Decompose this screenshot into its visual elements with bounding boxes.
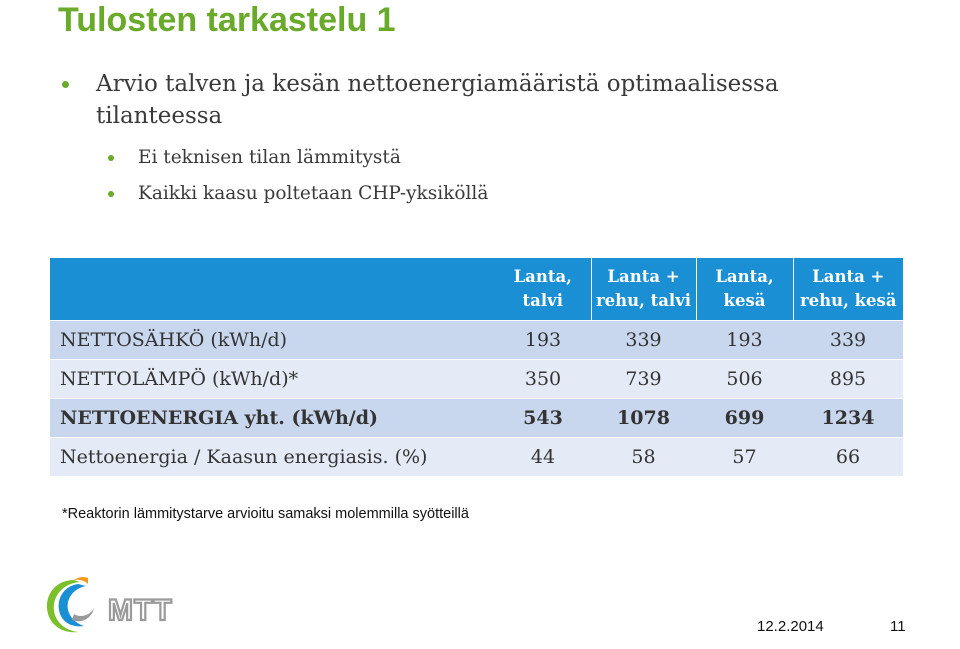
row-label: Nettoenergia / Kaasun energiasis. (%)	[50, 438, 495, 477]
table-cell: 58	[591, 438, 696, 477]
row-label: NETTOENERGIA yht. (kWh/d)	[50, 399, 495, 438]
table-header-cell: Lanta, talvi	[495, 258, 591, 321]
table-cell: 44	[495, 438, 591, 477]
table-header-cell: Lanta + rehu, kesä	[793, 258, 903, 321]
table-row	[50, 321, 903, 360]
table-cell: 66	[793, 438, 903, 477]
table-cell: 193	[696, 321, 793, 360]
row-label: NETTOLÄMPÖ (kWh/d)*	[50, 360, 495, 399]
table-header-cell: Lanta, kesä	[696, 258, 793, 321]
table-cell: 543	[495, 399, 591, 438]
main-bullet-text: Arvio talven ja kesän nettoenergiamääristä optimaalisessa tilanteessa	[96, 71, 779, 129]
footer-date: 12.2.2014	[757, 618, 824, 635]
table-header-cell: Lanta + rehu, talvi	[591, 258, 696, 321]
table-cell: 339	[591, 321, 696, 360]
slide-title: Tulosten tarkastelu 1	[58, 1, 396, 39]
energy-table	[50, 258, 903, 476]
logo-text: MTT	[108, 594, 173, 627]
sub-bullet-text: Ei teknisen tilan lämmitystä	[138, 147, 401, 168]
row-label: NETTOSÄHKÖ (kWh/d)	[50, 321, 495, 360]
footnote: *Reaktorin lämmitystarve arvioitu samaksi molemmilla syötteillä	[62, 506, 469, 522]
table-header-corner	[50, 258, 495, 321]
table-cell: 57	[696, 438, 793, 477]
table-row	[50, 360, 903, 399]
table-row	[50, 438, 903, 477]
table-row	[50, 399, 903, 438]
mtt-swirl-logo-icon	[44, 574, 204, 638]
table-cell: 350	[495, 360, 591, 399]
table-header-row	[50, 258, 903, 321]
page-number: 11	[890, 618, 906, 635]
sub-bullet	[108, 181, 488, 207]
main-bullet	[62, 68, 882, 132]
bullet-dot-icon	[108, 155, 114, 161]
bullet-dot-icon	[108, 191, 114, 197]
table-cell: 699	[696, 399, 793, 438]
table-cell: 506	[696, 360, 793, 399]
table-cell: 895	[793, 360, 903, 399]
mtt-logo	[44, 574, 204, 638]
table-cell: 1078	[591, 399, 696, 438]
bullet-dot-icon	[62, 81, 69, 88]
table-cell: 1234	[793, 399, 903, 438]
table-cell: 339	[793, 321, 903, 360]
sub-bullet	[108, 145, 401, 171]
sub-bullet-text: Kaikki kaasu poltetaan CHP-yksiköllä	[138, 183, 489, 204]
table-cell: 739	[591, 360, 696, 399]
table-cell: 193	[495, 321, 591, 360]
